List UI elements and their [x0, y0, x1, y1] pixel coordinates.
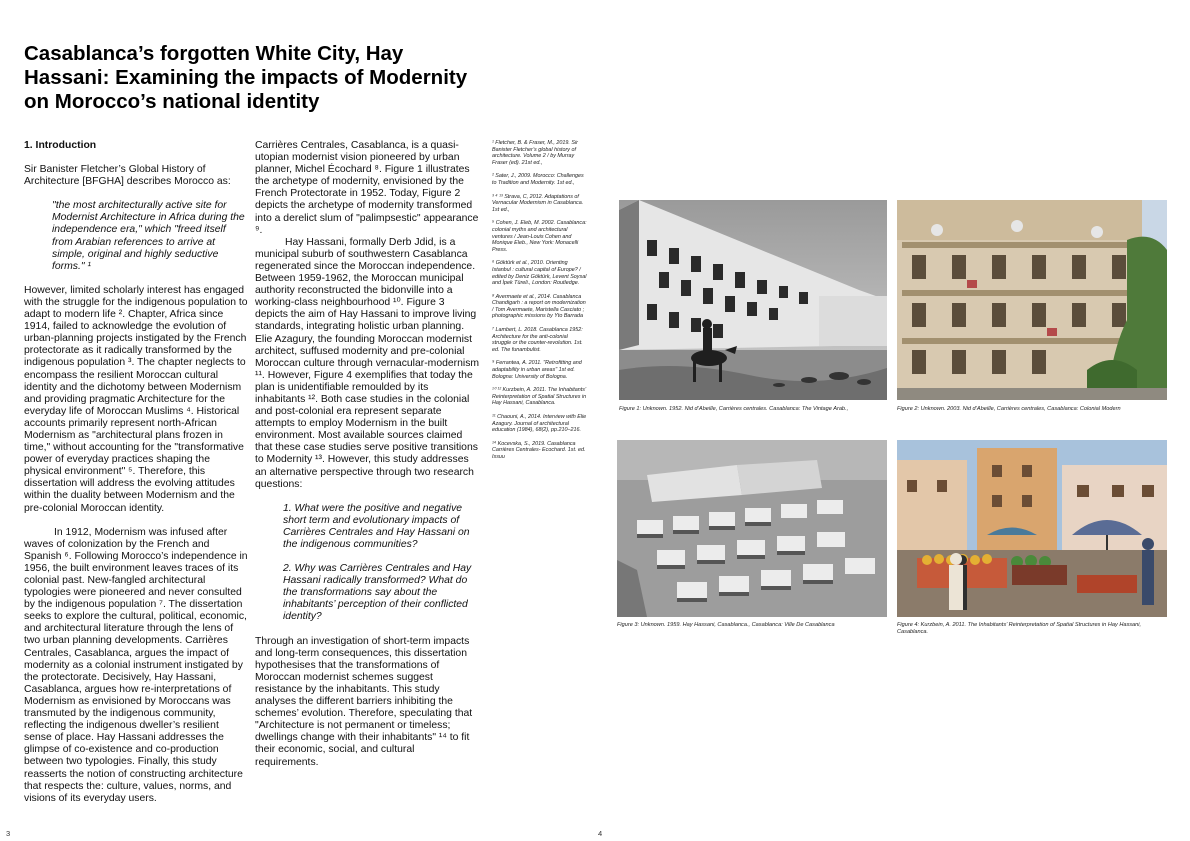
footnote: ⁷ Lambert, L. 2018. Casablanca 1952: Architecture for the anti-colonial struggle or the counter-revolution. 1st. ed. The funambulist. [492, 327, 583, 353]
paragraph: Hay Hassani, formally Derb Jdid, is a municipal suburb of southwestern Casablanca regenerated since the Moroccan independence. Between 1959-1962, the Moroccan municipal authority reconstructed the bidonville into a working-class neighbourhood ¹⁰. Figure 3 depicts the aim of Hay Hassani to improve living standards, integrating holistic urban planning. Elie Azagury, the founding Moroccan modernist architect, suffused modernity and pre-colonial Moroccan culture through vernacular-modernism ¹¹. However, Figure 4 exemplifies that today the plan is unidentifiable remoulded by its inhabitants ¹². Both case studies in the colonial and post-colonial era represent separate attempts to employ Modernism in the built environment. Most available sources claimed that these case studies serve positive transitions to Modernity ¹³. However, this study addresses an alternative perspective through two research questions: [255, 236, 480, 490]
figure-1-caption: Figure 1: Unknown. 1952. Nid d’Abeille, Carrières centrales. Casablanca: The Vintage Arab., [619, 406, 849, 412]
research-question: 1. What were the positive and negative short term and evolutionary impacts of Carrières Centrales and Hay Hassani on the indigenous communities? [283, 502, 470, 550]
footnote: ⁹ Ferrantea, A. 2011. "Retrofitting and adaptability in urban areas" 1st ed. Bologna: University of Bologna. [492, 360, 582, 380]
paragraph: However, limited scholarly interest has engaged with the struggle for the indigenous population to adapt to modern life ². Chapter, Africa since 1914, failed to acknowledge the evolution of urban-planning projects instigated by the French protectorate as it radically transformed by the indigenous population ³. The chapter neglects to encompass the resilient Moroccan cultural identity and the dichotomy between Modernism and providing pragmatic Architecture for the everyday life of Moroccan Muslims ⁴. Historical accounts primarily represent north-African Modernism as "architectural plans frozen in time," without accounting for the "transformative power of everyday practices shaping the physical environment" ⁵. Therefore, this dissertation will address the evolving attitudes within the duality between Modernism and the pre-colonial Moroccan identity. [24, 284, 248, 514]
figure-2-caption: Figure 2: Unknown. 2003. Nid d’Abeille, Carrières centrales, Casablanca: Colonial Modern [897, 406, 1121, 412]
paragraph: In 1912, Modernism was infused after waves of colonization by the French and Spanish ⁶. Following Morocco’s independence in 1956, the built environment leaves traces of its colonial past. New-fangled architectural typologies were pioneered and never consulted by the indigenous population ⁷. The dissertation seeks to explore the cultural, political, economic, and architectural literature through the lens of two urban planning developments. Carrières Centrales, Casablanca, argues the impact of modernity as a colonial instrument instigated by the protectorate. Decisively, Hay Hassani, Casablanca, argues how re-interpretations of Modernism as envisioned by Moroccans was transmuted by the indigenous community, reflecting the indigenous dweller’s resilient sense of place. Hay Hassani addresses the glimpse of co-existence and co-production between two typologies. Finally, this study reasserts the notion of constructing architecture that respects the: culture, values, norms, and visions of its everyday users. [24, 526, 248, 804]
figure-3-photo [617, 440, 887, 617]
footnote: ³ ⁴ ¹³ Strava, C, 2012. Adaptations of Vernacular Modernism in Casablanca. 1st ed., [492, 193, 584, 213]
footnote: ¹⁰ ¹² Kurzbein, A. 2011. The Inhabitants’ Reinterpretation of Spatial Structures in Hay Hassani, Casablanca. [492, 387, 587, 407]
figure-4-photo [897, 440, 1167, 617]
footnote: ¹¹ Chaouni, A., 2014. Interview with Elie Azagury. Journal of architectural education (1984), 68(2), pp.210–216. [492, 414, 587, 434]
footnote: ⁶ Göktürk et al., 2010. Orienting Istanbul : cultural capital of Europe? / edited by Deniz Göktürk, Levent Soysal and İpek Türeli., London: Routledge. [492, 260, 587, 287]
text-column-middle [255, 140, 480, 769]
text-column-left [24, 140, 248, 805]
footnote: ² Sater, J., 2009. Morocco: Challenges to Tradition and Modernity. 1st ed., [492, 173, 584, 186]
paragraph: Through an investigation of short-term impacts and long-term consequences, this dissertation hypothesises that the transformations of Moroccan modernist schemes suggest resistance by the inhabitants. This study analyses the different barriers inhibiting the schemes’ evolution. Therefore, speculating that "Architecture is not permanent or timeless; dwellings change with their inhabitants" ¹⁴ to fit their economic, social, and cultural requirements. [255, 635, 473, 768]
section-heading: 1. Introduction [24, 140, 97, 151]
research-question: 2. Why was Carrières Centrales and Hay Hassani radically transformed? What do the transformations say about the inhabitants’ perception of their conflicted identity? [283, 563, 472, 623]
footnote: ⁸ Avermaete et al., 2014. Casablanca Chandigarh : a report on modernization / Tom Avermaete, Maristella Casciato ; photographic missions by Yto Barrada [492, 293, 586, 320]
footnote: ⁵ Cohen, J. Eleb, M. 2002. Casablanca: colonial myths and architectural ventures / Jean-Louis Cohen and Monique Eleb., New York: Monacelli Press. [492, 220, 587, 253]
figure-3-caption: Figure 3: Unknown. 1959. Hay Hassani, Casablanca., Casablanca: Ville De Casablanca [617, 622, 835, 628]
footnotes-column [492, 140, 588, 468]
figure-2-photo [897, 200, 1167, 400]
page-number-right: 4 [598, 829, 603, 838]
footnote: ¹⁴ Kocevska, S., 2019. Casablanca Carrières Centrales- Ecochard. 1st. ed. Issuu [492, 440, 586, 460]
paper-title: Casablanca’s forgotten White City, Hay Hassani: Examining the impacts of Modernity on Morocco’s national identity [24, 42, 468, 113]
paragraph: Sir Banister Fletcher’s Global History of Architecture [BFGHA] describes Morocco as: [24, 164, 231, 188]
block-quote: "the most architecturally active site for Modernist Architecture in Africa during the independence era," which "freed itself from Arabian references to arrive at simple, original and highly seductive forms." ¹ [52, 200, 245, 272]
figure-1-photo [619, 200, 887, 400]
paragraph: Carrières Centrales, Casablanca, is a quasi-utopian modernist vision pioneered by urban planner, Michel Écochard ⁸. Figure 1 illustrates the archetype of modernity, envisioned by the French Protectorate in 1952. Today, Figure 2 depicts the archetype of modernity transformed into a derelict slum of "palimpsestic" appearance ⁹. [255, 140, 479, 236]
figure-4-caption: Figure 4: Kurzbein, A. 2011. The Inhabitants’ Reinterpretation of Spatial Structures in Hay Hassani, Casablanca. [897, 622, 1142, 635]
footnote: ¹ Fletcher, B. & Fraser, M., 2019. Sir Banister Fletcher’s global history of architecture. Volume 2 / by Murray Fraser (ed). 21st ed., [492, 140, 578, 166]
page-number-left: 3 [6, 829, 11, 838]
